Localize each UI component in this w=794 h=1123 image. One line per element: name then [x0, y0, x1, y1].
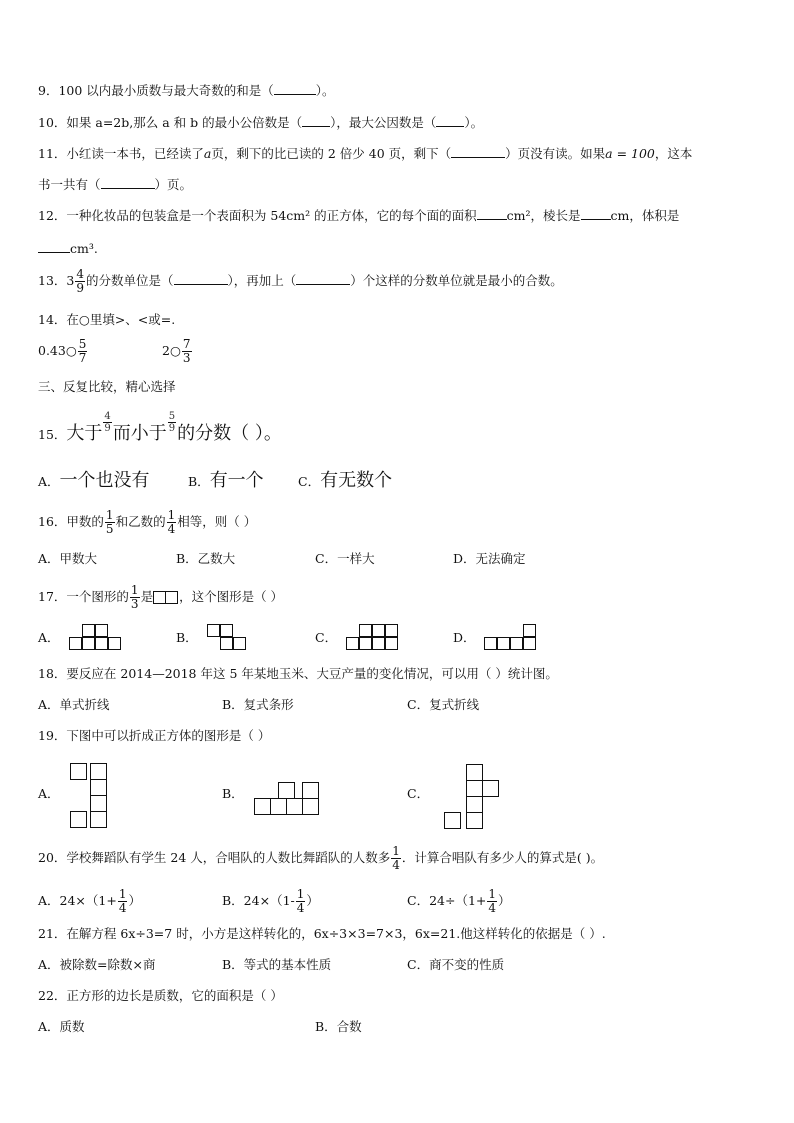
option-c-label[interactable]: C．	[315, 630, 338, 645]
section-heading: 三、反复比较，精心选择	[38, 379, 176, 394]
option-a-net-figure[interactable]	[70, 763, 116, 831]
question-20: 20．学校舞蹈队有学生 24 人，合唱队的人数比舞蹈队的人数多 $\frac{1}{4}$ ．计算合唱队有多少人的算式是( )。	[38, 844, 604, 872]
option-d-figure[interactable]	[484, 624, 540, 652]
option-b[interactable]: B．等式的基本性质	[222, 957, 332, 972]
fraction: $\frac{1}{4}$	[118, 887, 127, 915]
question-13: 13．3 $\frac{4}{9}$ 的分数单位是（ ），再加上（ ）个这样的分数单位就是最小的合数。	[38, 267, 563, 295]
question-22: 22．正方形的边长是质数，它的面积是（ ）	[38, 988, 283, 1003]
option-b[interactable]: B．乙数大	[176, 551, 236, 566]
option-c-net-figure[interactable]	[444, 764, 510, 830]
fraction: $\frac{1}{3}$	[130, 583, 139, 611]
question-11: 11．小红读一本书，已经读了a页，剩下的比已读的 2 倍少 40 页，剩下（ ）页没有读。如果a = 100，这本	[38, 146, 693, 161]
fraction: $\frac{1}{4}$	[488, 887, 497, 915]
fraction: $\frac{5}{9}$	[168, 410, 176, 434]
compare-a[interactable]: 0.43○ $\frac{5}{7}$	[38, 337, 87, 365]
question-21: 21．在解方程 6x÷3=7 时，小方是这样转化的，6x÷3×3=7×3，6x=21.他这样转化的依据是（ ）.	[38, 926, 606, 941]
option-a-label[interactable]: A．	[38, 630, 60, 645]
question-18: 18．要反应在 2014—2018 年这 5 年某地玉米、大豆产量的变化情况，可以用（ ）统计图。	[38, 666, 558, 681]
option-c-figure[interactable]	[346, 624, 402, 652]
option-b[interactable]: B．复式条形	[222, 697, 294, 712]
fraction: $\frac{4}{9}$	[76, 267, 84, 295]
option-a[interactable]: A．质数	[38, 1019, 85, 1034]
answer-blank[interactable]	[174, 272, 228, 285]
option-c-label[interactable]: C．	[407, 786, 430, 801]
answer-blank[interactable]	[38, 240, 70, 253]
fraction: $\frac{1}{4}$	[296, 887, 305, 915]
option-c[interactable]: C．24÷（1+ $\frac{1}{4}$ ）	[407, 887, 511, 915]
option-b[interactable]: B．合数	[315, 1019, 362, 1034]
fraction: $\frac{1}{4}$	[392, 844, 400, 872]
option-b[interactable]: B．有一个	[188, 470, 264, 491]
option-c[interactable]: C．有无数个	[298, 470, 393, 491]
answer-blank[interactable]	[274, 82, 316, 95]
fraction: $\frac{4}{9}$	[104, 410, 111, 434]
answer-blank[interactable]	[296, 272, 350, 285]
option-c[interactable]: C．商不变的性质	[407, 957, 505, 972]
compare-b[interactable]: 2○ $\frac{7}{3}$	[162, 337, 191, 365]
question-9: 9．100 以内最小质数与最大奇数的和是（ ）。	[38, 83, 335, 98]
question-10: 10．如果 a=2b,那么 a 和 b 的最小公倍数是（ ），最大公因数是（ ）。	[38, 115, 484, 130]
option-b-figure[interactable]	[207, 624, 251, 652]
option-a[interactable]: A．单式折线	[38, 697, 110, 712]
answer-blank[interactable]	[101, 176, 155, 189]
option-a[interactable]: A．一个也没有	[38, 470, 150, 491]
option-d[interactable]: D．无法确定	[453, 551, 526, 566]
question-11-line2: 书一共有（ ）页。	[38, 177, 193, 192]
answer-blank[interactable]	[436, 114, 464, 127]
fraction: $\frac{5}{7}$	[78, 337, 87, 365]
option-b[interactable]: B．24×（1- $\frac{1}{4}$ ）	[222, 887, 319, 915]
option-a[interactable]: A．甲数大	[38, 551, 98, 566]
option-b-label[interactable]: B．	[222, 786, 244, 801]
fraction: $\frac{7}{3}$	[182, 337, 191, 365]
question-14: 14．在○里填>、<或=.	[38, 312, 176, 327]
option-d-label[interactable]: D．	[453, 630, 476, 645]
answer-blank[interactable]	[451, 145, 505, 158]
option-a[interactable]: A．被除数=除数×商	[38, 957, 156, 972]
option-a[interactable]: A．24×（1+ $\frac{1}{4}$ ）	[38, 887, 141, 915]
option-b-label[interactable]: B．	[176, 630, 198, 645]
option-c[interactable]: C．复式折线	[407, 697, 480, 712]
question-12-line2: cm³.	[38, 240, 98, 258]
option-c[interactable]: C．一样大	[315, 551, 375, 566]
question-19: 19．下图中可以折成正方体的图形是（ ）	[38, 728, 271, 743]
option-a-figure[interactable]	[69, 624, 125, 652]
question-12: 12．一种化妆品的包装盒是一个表面积为 54cm² 的正方体，它的每个面的面积 cm²，棱长是 cm，体积是	[38, 208, 680, 223]
question-17: 17．一个图形的 $\frac{1}{3}$ 是 ，这个图形是（ ）	[38, 583, 284, 611]
option-b-net-figure[interactable]	[254, 782, 324, 818]
option-a-label[interactable]: A．	[38, 786, 60, 801]
fraction: $\frac{1}{4}$	[167, 508, 176, 536]
fraction: $\frac{1}{5}$	[105, 508, 114, 536]
answer-blank[interactable]	[581, 207, 611, 220]
answer-blank[interactable]	[477, 207, 507, 220]
question-16: 16．甲数的 $\frac{1}{5}$ 和乙数的 $\frac{1}{4}$ 相等，则（ ）	[38, 508, 257, 536]
question-15: 15．大于 $\frac{4}{9}$ 而小于 $\frac{5}{9}$ 的分数（ ）。	[38, 410, 282, 444]
answer-blank[interactable]	[302, 114, 330, 127]
two-squares-figure	[153, 591, 179, 604]
